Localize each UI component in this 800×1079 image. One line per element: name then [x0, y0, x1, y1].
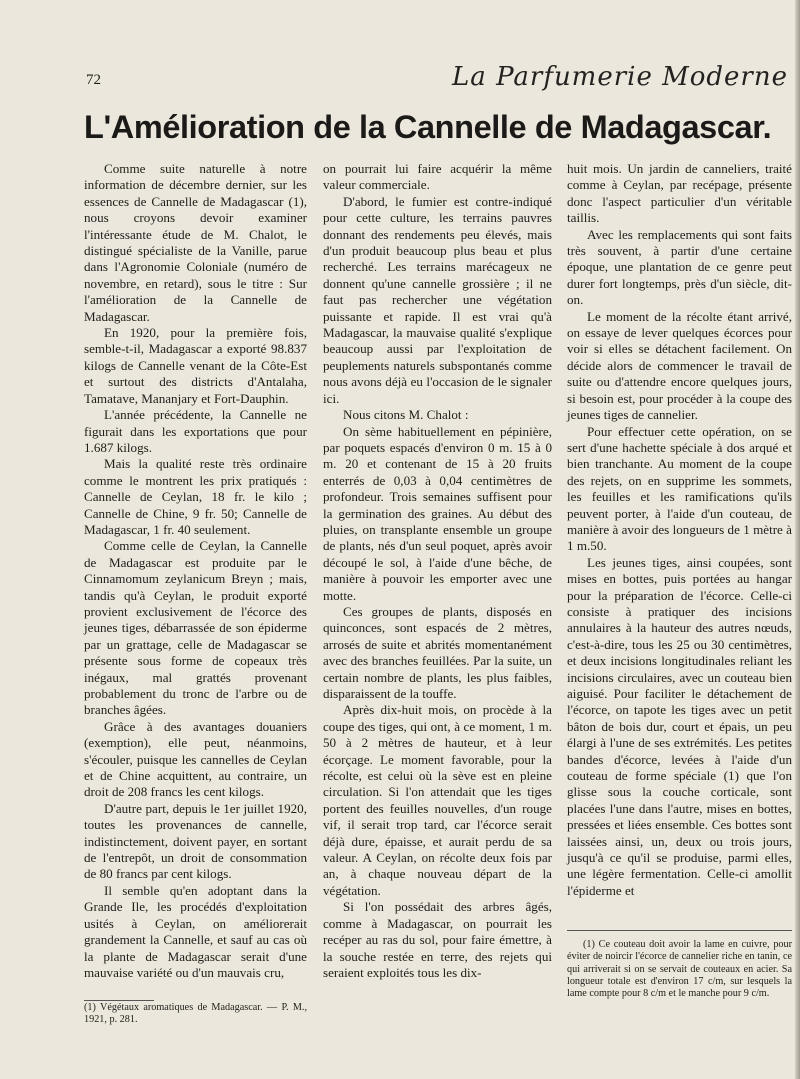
paragraph: Ces groupes de plants, disposés en quinconces, sont espacés de 2 mètres, arrosés de suite et abrités momentanément avec des branches feuillées. Par la suite, un certain nombre de plants, les plus faibles, disparaissent de la touffe.: [323, 603, 552, 701]
paragraph: on pourrait lui faire acquérir la même valeur commerciale.: [323, 161, 552, 193]
paragraph: Mais la qualité reste très ordinaire comme le montrent les prix pratiqués : Cannelle de Ceylan, 18 fr. le kilo ; Cannelle de Chine, 9 fr. 50; Cannelle de Madagascar, 1 fr. 40 seulement.: [84, 456, 307, 537]
paragraph: Comme celle de Ceylan, la Cannelle de Madagascar est produite par le Cinnamomum zeylanicum Breyn ; mais, tandis qu'à Ceylan, le produit exporté provient exclusivement de l'écorce des jeunes tiges, débarrassée de son épiderme par un grattage, celle de Madagascar se présente sous forme de copeaux très inégaux, mal grattés provenant probablement du tronc de l'arbre ou de branches âgées.: [84, 538, 307, 718]
paragraph: Le moment de la récolte étant arrivé, on essaye de lever quelques écorces pour voir si elles se détachent facilement. On décide alors de commencer le travail de suite ou d'attendre encore quelques jours, si besoin est, pour procéder à la coupe des jeunes tiges de cannelier.: [567, 308, 792, 423]
paragraph: Nous citons M. Chalot :: [343, 407, 469, 423]
footnote: (1) Ce couteau doit avoir la lame en cuivre, pour éviter de noircir l'écorce de cannelier riche en tanin, ce qui arriverait si on se servait de couteaux en acier. Sa longueur totale est d'environ 17 c/m, sur lesquels la lame compte pour 8 c/m et le manche pour 9 c/m.: [567, 939, 792, 1000]
journal-title: La Parfumerie Moderne: [452, 62, 788, 92]
paragraph: Pour effectuer cette opération, on se sert d'une hachette spéciale à dos arqué et bien tranchante. Au moment de la coupe des rejets, on en supprime les sommets, les feuilles et les ramifications qu'ils peuvent porter, à l'aide d'un couteau, de manière à avoir des longueurs de 1 mètre à 1 m.50.: [567, 423, 792, 554]
paragraph: Grâce à des avantages douaniers (exemption), elle peut, néanmoins, s'écouler, puisque les cannelles de Ceylan et de Chine acquittent, au contraire, un droit de 208 francs les cent kilogs.: [84, 718, 307, 800]
footnote: (1) Végétaux aromatiques de Madagascar. — P. M., 1921, p. 281.: [84, 1002, 307, 1026]
paragraph: D'abord, le fumier est contre-indiqué pour cette culture, les terrains pauvres donnant des rendements peu élevés, mais d'un produit beaucoup plus beau et plus recherché. Les terrains marécageux ne donnent qu'une cannelle grossière ; il ne faut pas rechercher une végétation puissante et rapide. Il est vrai qu'à Madagascar, la mauvaise qualité s'explique beaucoup aussi par l'exploitation de peuplements naturels subspontanés comme nous avons déjà eu l'occasion de le signaler ici.: [323, 193, 552, 406]
paragraph: Il semble qu'en adoptant dans la Grande Ile, les procédés d'exploitation usités à Ceylan, on améliorerait grandement la Cannelle, et sauf au cas où la plante de Madagascar serait d'une mauvaise variété ou d'un mauvais cru,: [84, 882, 307, 980]
footnote-divider: [84, 1000, 154, 1001]
paragraph: Si l'on possédait des arbres âgés, comme à Madagascar, on pourrait les recéper au ras du sol, pour faire émettre, à la souche restée en terre, des rejets qui seraient exploités tous les dix-: [323, 899, 552, 980]
paragraph: On sème habituellement en pépinière, par poquets espacés d'environ 0 m. 15 à 0 m. 20 et contenant de 15 à 20 fruits enterrés de 0,03 à 0,04 centimètres de profondeur. Trois semaines suffisent pour la germination des graines. Au début des pluies, on transplante ensemble un groupe de plants, nés d'un seul poquet, après avoir découpé le sol, à l'aide d'une bêche, de manière à pouvoir les emporter avec une motte.: [323, 423, 552, 603]
text-column-2: [323, 161, 552, 981]
page-number: 72: [86, 72, 101, 88]
paragraph: D'autre part, depuis le 1er juillet 1920, toutes les provenances de cannelle, indistinctement, doivent payer, en sortant de l'entrepôt, un droit de consommation de 80 francs par cent kilogs.: [84, 800, 307, 882]
page-edge-shadow: [795, 0, 800, 1079]
text-column-3: [567, 161, 792, 899]
paragraph: huit mois. Un jardin de canneliers, traité comme à Ceylan, par recépage, présente donc l'aspect particulier d'un véritable taillis.: [567, 161, 792, 226]
paragraph: L'année précédente, la Cannelle ne figurait dans les exportations que pour 1.687 kilogs.: [84, 407, 307, 455]
paragraph: Les jeunes tiges, ainsi coupées, sont mises en bottes, puis portées au hangar pour la préparation de l'écorce. Celle-ci consiste à pratiquer des incisions annulaires à la hauteur des autres nœuds, c'est-à-dire, tous les 25 ou 30 centimètres, et deux incisions longitudinales reliant les incisions circulaires, avec un couteau bien aiguisé. Pour faciliter le détachement de l'écorce, on tapote les tiges avec un petit bâton de bois dur, court et épais, un peu élargi à l'une de ses extrémités. Les petites bandes d'écorce, levées à l'aide d'un couteau de forme spéciale (1) que l'on glisse sous la couche corticale, sont placées l'une dans l'autre, mises en bottes, pressées et liées ensemble. Ces bottes sont laissées ainsi, un, deux ou trois jours, jusqu'à ce qu'il se produise, parmi elles, une légère fermentation. Celle-ci amollit l'épiderme et: [567, 554, 792, 898]
paragraph: En 1920, pour la première fois, semble-t-il, Madagascar a exporté 98.837 kilogs de Cannelle venant de la Côte-Est et surtout des districts d'Antalaha, Tamatave, Mananjary et Fort-Dauphin.: [84, 325, 307, 406]
paragraph: Après dix-huit mois, on procède à la coupe des tiges, qui ont, à ce moment, 1 m. 50 à 2 mètres de hauteur, et à leur écorçage. Le moment favorable, pour la récolte, est celui où la sève est en pleine circulation. Si l'on attendait que les tiges portent des feuilles nouvelles, d'un rouge vif, il serait trop tard, car l'écorce serait déjà dure, épaisse, et aurait perdu de sa valeur. A Ceylan, on récolte deux fois par an, à chaque nouveau départ de la végétation.: [323, 702, 552, 898]
paragraph: Comme suite naturelle à notre information de décembre dernier, sur les essences de Cannelle de Madagascar (1), nous croyons devoir examiner l'intéressante étude de M. Chalot, le distingué spécialiste de la Vanille, parue dans l'Agronomie Coloniale (numéro de novembre, en retard), sous le titre : Sur l'amélioration de la Cannelle de Madagascar.: [84, 161, 307, 324]
text-column-1: [84, 161, 307, 981]
article-title: L'Amélioration de la Cannelle de Madagascar.: [84, 109, 772, 145]
footnote-divider: [567, 930, 792, 931]
paragraph: Avec les remplacements qui sont faits très souvent, à partir d'une certaine époque, une plantation de ce genre peut durer fort longtemps, près d'un siècle, dit-on.: [567, 226, 792, 308]
